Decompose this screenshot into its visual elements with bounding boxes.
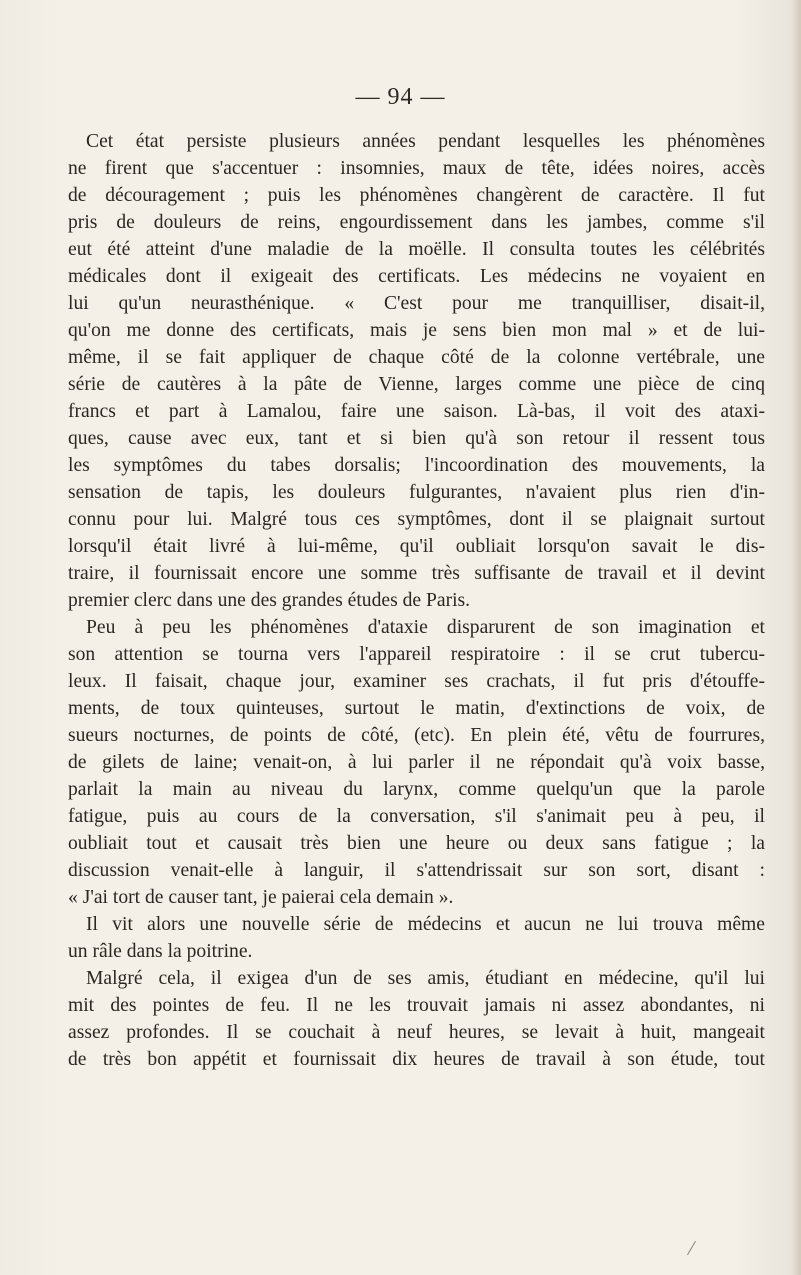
- text-line: eut été atteint d'une maladie de la moëlle. Il consulta toutes les célébrités: [68, 239, 765, 260]
- text-line: de très bon appétit et fournissait dix heures de travail à son étude, tout: [68, 1049, 765, 1070]
- page-edge-shadow: [791, 0, 801, 1275]
- text-line: premier clerc dans une des grandes études de Paris.: [68, 590, 471, 611]
- text-line: même, il se fait appliquer de chaque côté de la colonne vertébrale, une: [68, 347, 765, 368]
- text-line: un râle dans la poitrine.: [68, 941, 253, 962]
- text-line: Il vit alors une nouvelle série de médecins et aucun ne lui trouva même: [86, 914, 765, 935]
- text-line: pris de douleurs de reins, engourdissement dans les jambes, comme s'il: [68, 212, 765, 233]
- text-line: fatigue, puis au cours de la conversation, s'il s'animait peu à peu, il: [68, 806, 765, 827]
- text-line: son attention se tourna vers l'appareil respiratoire : il se crut tubercu-: [68, 644, 765, 665]
- text-line: lui qu'un neurasthénique. « C'est pour me tranquilliser, disait-il,: [68, 293, 765, 314]
- text-line: assez profondes. Il se couchait à neuf heures, se levait à huit, mangeait: [68, 1022, 765, 1043]
- text-line: mit des pointes de feu. Il ne les trouvait jamais ni assez abondantes, ni: [68, 995, 765, 1016]
- text-line: Cet état persiste plusieurs années pendant lesquelles les phénomènes: [86, 131, 765, 152]
- text-line: Malgré cela, il exigea d'un de ses amis, étudiant en médecine, qu'il lui: [86, 968, 765, 989]
- text-line: leux. Il faisait, chaque jour, examiner ses crachats, il fut pris d'étouffe-: [68, 671, 765, 692]
- text-line: médicales dont il exigeait des certificats. Les médecins ne voyaient en: [68, 266, 765, 287]
- text-line: « J'ai tort de causer tant, je paierai cela demain ».: [68, 887, 454, 908]
- text-line: traire, il fournissait encore une somme très suffisante de travail et il devint: [68, 563, 765, 584]
- text-line: lorsqu'il était livré à lui-même, qu'il oubliait lorsqu'on savait le dis-: [68, 536, 765, 557]
- text-line: de gilets de laine; venait-on, à lui parler il ne répondait qu'à voix basse,: [68, 752, 765, 773]
- text-line: sueurs nocturnes, de points de côté, (etc). En plein été, vêtu de fourrures,: [68, 725, 765, 746]
- page-number: — 94 —: [355, 84, 446, 110]
- ink-mark: [687, 1241, 696, 1255]
- text-line: ments, de toux quinteuses, surtout le matin, d'extinctions de voix, de: [68, 698, 765, 719]
- text-line: les symptômes du tabes dorsalis; l'incoordination des mouvements, la: [68, 455, 765, 476]
- body-text: [68, 128, 765, 1073]
- text-line: série de cautères à la pâte de Vienne, larges comme une pièce de cinq: [68, 374, 765, 395]
- text-line: sensation de tapis, les douleurs fulgurantes, n'avaient plus rien d'in-: [68, 482, 765, 503]
- text-line: connu pour lui. Malgré tous ces symptômes, dont il se plaignait surtout: [68, 509, 765, 530]
- text-line: parlait la main au niveau du larynx, comme quelqu'un que la parole: [68, 779, 765, 800]
- text-line: francs et part à Lamalou, faire une saison. Là-bas, il voit des ataxi-: [68, 401, 765, 422]
- text-line: Peu à peu les phénomènes d'ataxie disparurent de son imagination et: [86, 617, 765, 638]
- text-line: oubliait tout et causait très bien une heure ou deux sans fatigue ; la: [68, 833, 765, 854]
- text-line: ne firent que s'accentuer : insomnies, maux de tête, idées noires, accès: [68, 158, 765, 179]
- text-line: discussion venait-elle à languir, il s'attendrissait sur son sort, disant :: [68, 860, 765, 881]
- text-line: ques, cause avec eux, tant et si bien qu'à son retour il ressent tous: [68, 428, 765, 449]
- text-line: qu'on me donne des certificats, mais je sens bien mon mal » et de lui-: [68, 320, 765, 341]
- text-line: de découragement ; puis les phénomènes changèrent de caractère. Il fut: [68, 185, 765, 206]
